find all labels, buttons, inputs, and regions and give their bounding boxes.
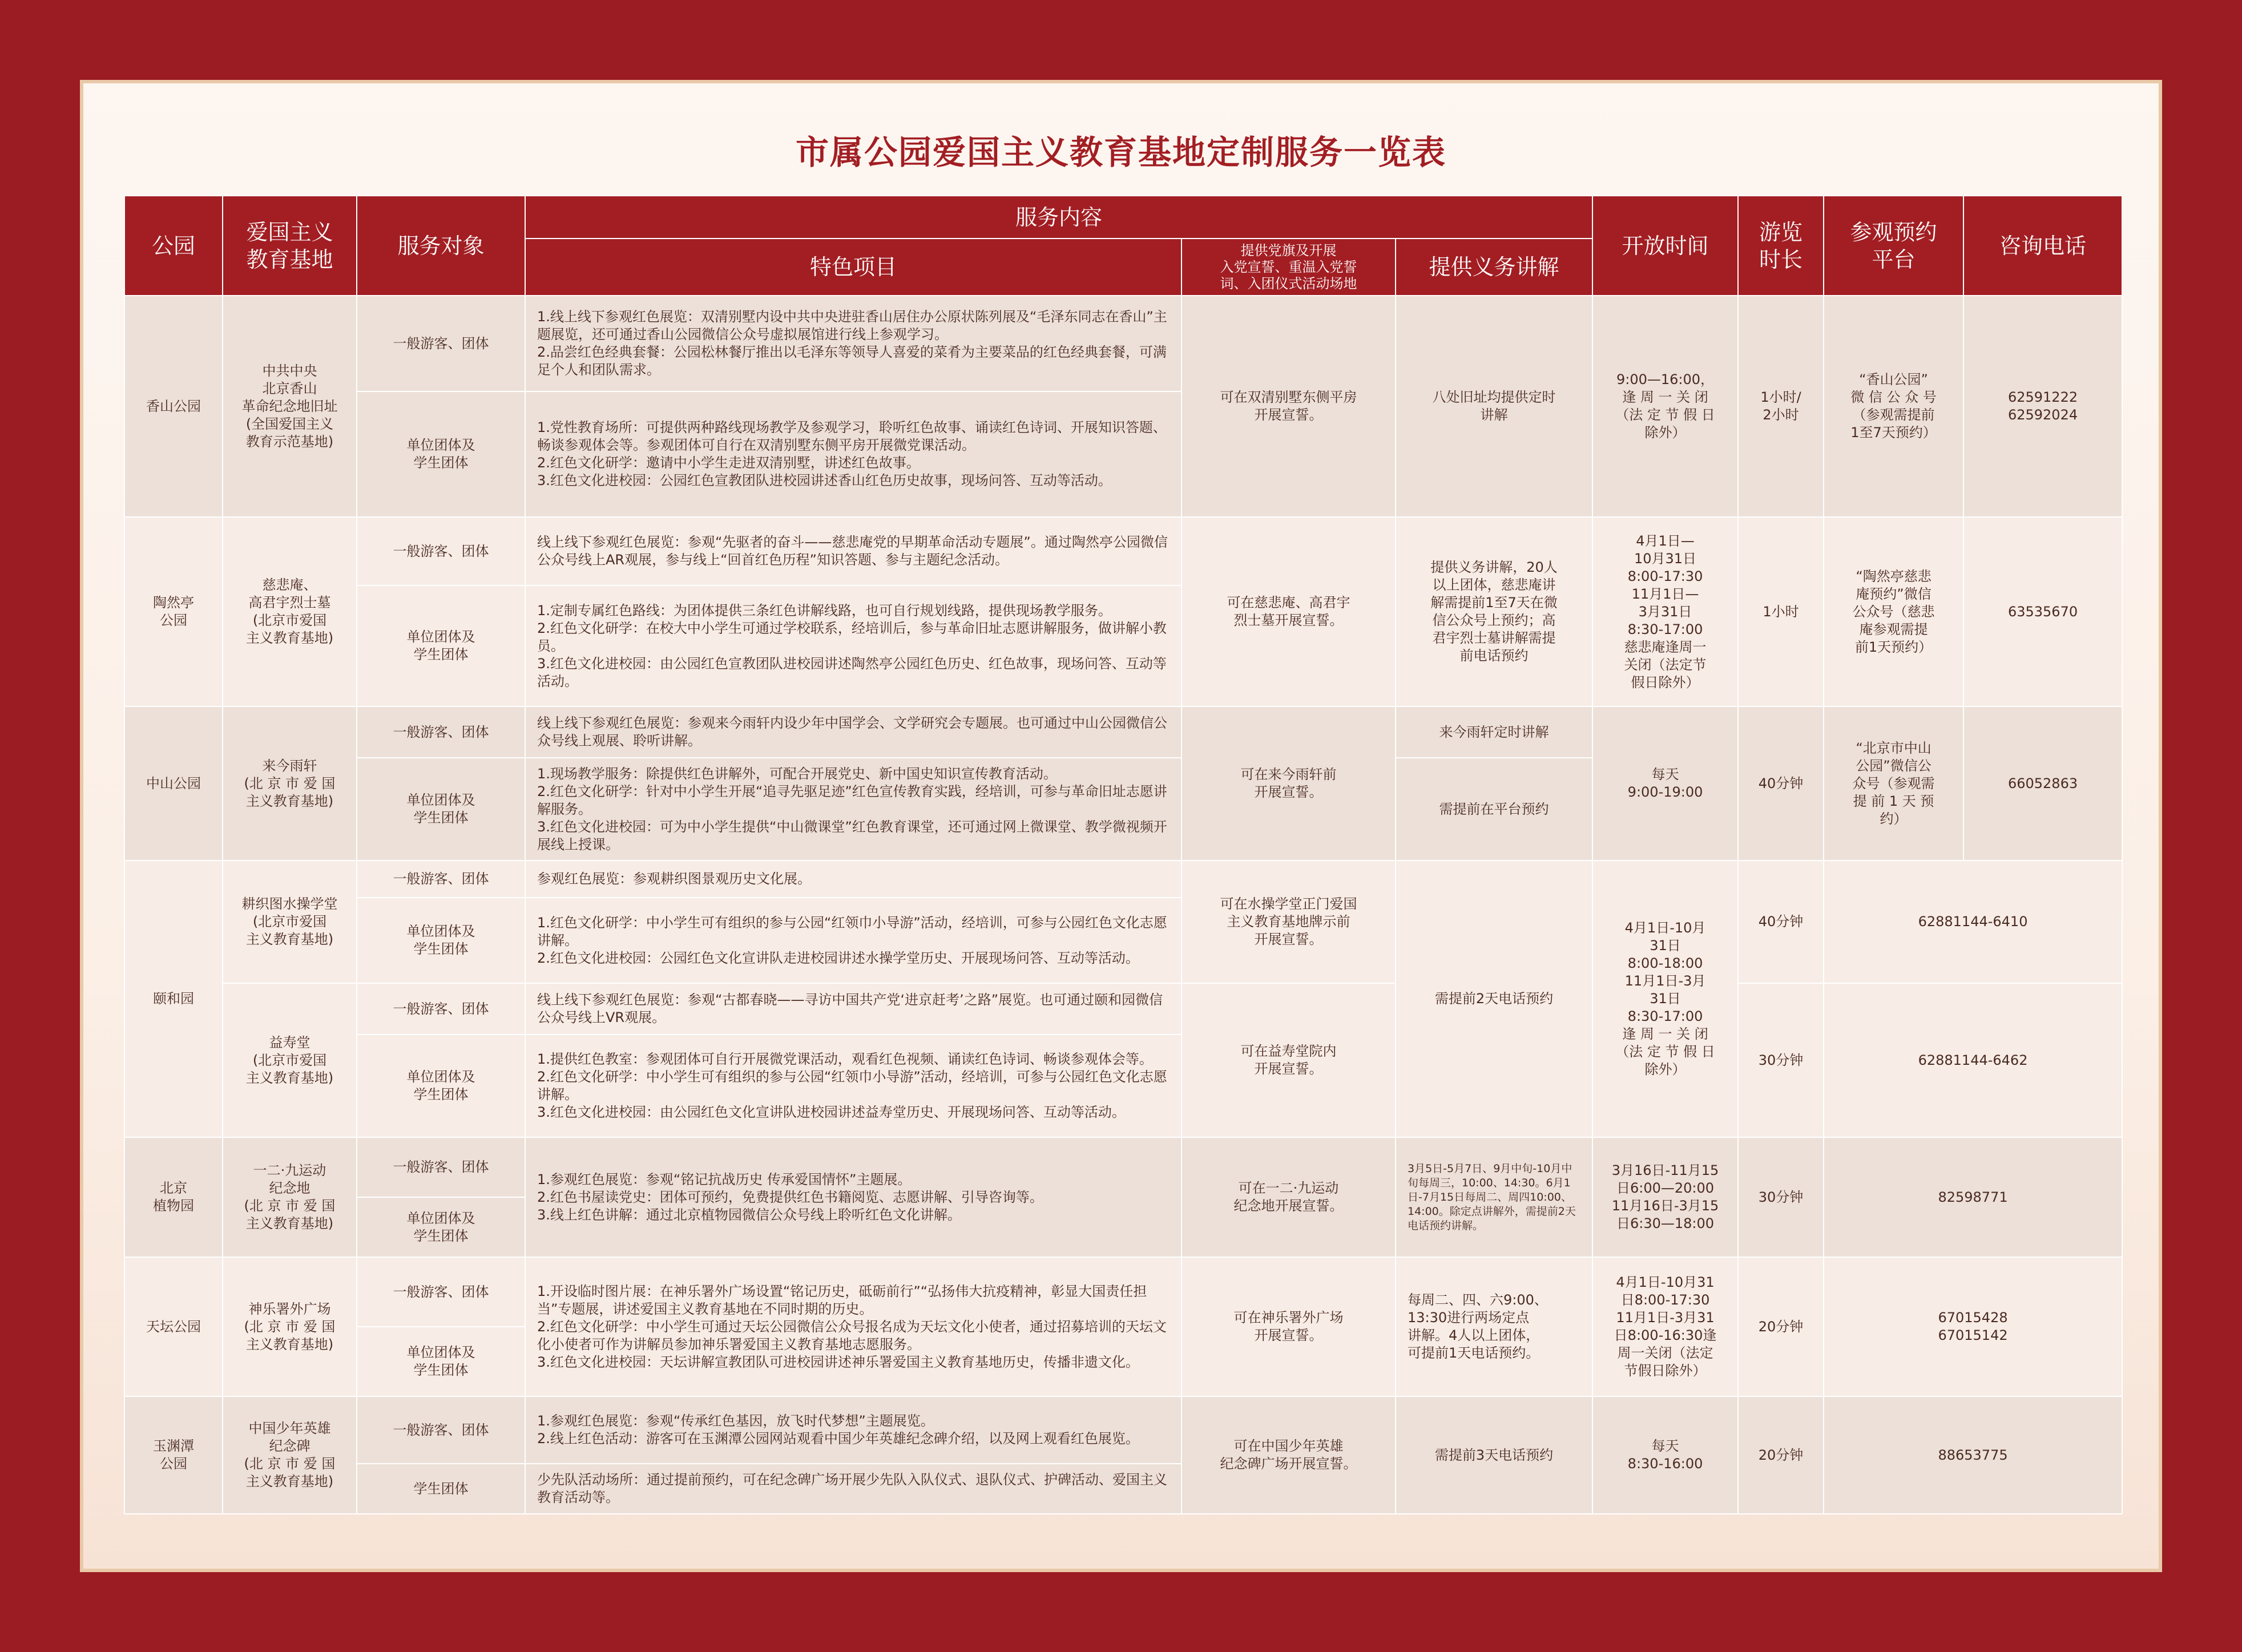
park-name: 北京 植物园 bbox=[124, 1137, 223, 1257]
feature-text: 1.定制专属红色路线：为团体提供三条红色讲解线路，也可自行规划线路，提供现场教学服务。 2.红色文化研学：在校大中小学生可通过学校联系，经培训后，参与革命旧址志愿讲解服务，做讲解小教员。 3.红色文化进校园：由公园红色宣教团队进校园讲述陶然亭公园红色历史、红色故事，现场问答、互动等活动。 bbox=[525, 585, 1182, 706]
duration-text: 30分钟 bbox=[1738, 983, 1824, 1137]
base-name: 神乐署外广场 (北 京 市 爱 国 主义教育基地) bbox=[223, 1257, 357, 1396]
guide-text: 3月5日-5月7日、9月中旬-10月中旬每周三，10:00、14:30。6月1日-7月15日每周二、周四10:00、14:00。除定点讲解外，需提前2天电话预约讲解。 bbox=[1396, 1137, 1592, 1257]
booking-text: “香山公园” 微 信 公 众 号 （参观需提前 1至7天预约） bbox=[1824, 296, 1963, 517]
park-name: 玉渊潭 公园 bbox=[124, 1396, 223, 1514]
audience-general: 一般游客、团体 bbox=[357, 861, 525, 898]
guide-text: 提供义务讲解，20人 以上团体，慈悲庵讲 解需提前1至7天在微 信公众号上预约；高 君宇烈士墓讲解需提 前电话预约 bbox=[1396, 517, 1592, 706]
feature-text: 1.提供红色教室：参观团体可自行开展微党课活动，观看红色视频、诵读红色诗词、畅谈参观体会等。 2.红色文化研学：中小学生可有组织的参与公园“红领巾小导游”活动，经培训，可参与公园红色文化志愿讲解。 3.红色文化进校园：由公园红色文化宣讲队进校园讲述益寿堂历史、开展现场问答、互动等活动。 bbox=[525, 1035, 1182, 1137]
guide-text: 每周二、四、六9:00、 13:30进行两场定点 讲解。4人以上团体， 可提前1天电话预约。 bbox=[1396, 1257, 1592, 1396]
phone-text: 82598771 bbox=[1824, 1137, 2122, 1257]
service-table bbox=[124, 195, 2123, 1514]
audience-general: 一般游客、团体 bbox=[357, 517, 525, 585]
duration-text: 1小时 bbox=[1738, 517, 1824, 706]
phone-text: 62881144-6462 bbox=[1824, 983, 2122, 1137]
header-features: 特色项目 bbox=[525, 239, 1182, 296]
venue-text: 可在中国少年英雄 纪念碑广场开展宣誓。 bbox=[1182, 1396, 1396, 1514]
feature-text: 线上线下参观红色展览：参观来今雨轩内设少年中国学会、文学研究会专题展。也可通过中山公园微信公众号线上观展、聆听讲解。 bbox=[525, 706, 1182, 758]
guide-text: 需提前3天电话预约 bbox=[1396, 1396, 1592, 1514]
phone-text: 62881144-6410 bbox=[1824, 861, 2122, 983]
phone-text: 88653775 bbox=[1824, 1396, 2122, 1514]
duration-text: 30分钟 bbox=[1738, 1137, 1824, 1257]
feature-text: 1.现场教学服务：除提供红色讲解外，可配合开展党史、新中国史知识宣传教育活动。 2.红色文化研学：针对中小学生开展“追寻先驱足迹”红色宣传教育实践，经培训，可参与革命旧址志愿讲解服务。 3.红色文化进校园：可为中小学生提供“中山微课堂”红色教育课堂，还可通过网上微课堂、教学微视频开展线上授课。 bbox=[525, 758, 1182, 861]
audience-group: 单位团体及 学生团体 bbox=[357, 898, 525, 983]
duration-text: 1小时/ 2小时 bbox=[1738, 296, 1824, 517]
duration-text: 40分钟 bbox=[1738, 861, 1824, 983]
venue-text: 可在一二·九运动 纪念地开展宣誓。 bbox=[1182, 1137, 1396, 1257]
base-name: 来今雨轩 (北 京 市 爱 国 主义教育基地) bbox=[223, 706, 357, 861]
feature-text: 1.线上线下参观红色展览：双清别墅内设中共中央进驻香山居住办公原状陈列展及“毛泽东同志在香山”主题展览，还可通过香山公园微信公众号虚拟展馆进行线上参观学习。 2.品尝红色经典套餐：公园松林餐厅推出以毛泽东等领导人喜爱的菜肴为主要菜品的红色经典套餐，可满足个人和团队需求。 bbox=[525, 296, 1182, 391]
hours-text: 3月16日-11月15 日6:00—20:00 11月16日-3月15 日6:30—18:00 bbox=[1592, 1137, 1738, 1257]
venue-text: 可在来今雨轩前 开展宣誓。 bbox=[1182, 706, 1396, 861]
feature-text: 1.参观红色展览：参观“传承红色基因，放飞时代梦想”主题展览。 2.线上红色活动：游客可在玉渊潭公园网站观看中国少年英雄纪念碑介绍，以及网上观看红色展览。 bbox=[525, 1396, 1182, 1464]
header-duration: 游览 时长 bbox=[1738, 196, 1824, 296]
feature-text: 少先队活动场所：通过提前预约，可在纪念碑广场开展少先队入队仪式、退队仪式、护碑活动、爱国主义教育活动等。 bbox=[525, 1464, 1182, 1514]
feature-text: 线上线下参观红色展览：参观“先驱者的奋斗——慈悲庵党的早期革命活动专题展”。通过陶然亭公园微信公众号线上AR观展，参与线上“回首红色历程”知识答题、参与主题纪念活动。 bbox=[525, 517, 1182, 585]
header-base: 爱国主义 教育基地 bbox=[223, 196, 357, 296]
base-name: 中共中央 北京香山 革命纪念地旧址 (全国爱国主义 教育示范基地) bbox=[223, 296, 357, 517]
feature-text: 1.党性教育场所：可提供两种路线现场教学及参观学习，聆听红色故事、诵读红色诗词、开展知识答题、畅谈参观体会等。参观团体可自行在双清别墅东侧平房开展微党课活动。 2.红色文化研学：邀请中小学生走进双清别墅，讲述红色故事。 3.红色文化进校园：公园红色宣教团队进校园讲述香山红色历史故事，现场问答、互动等活动。 bbox=[525, 391, 1182, 517]
base-name: 中国少年英雄 纪念碑 (北 京 市 爱 国 主义教育基地) bbox=[223, 1396, 357, 1514]
audience-general: 一般游客、团体 bbox=[357, 296, 525, 391]
park-name: 香山公园 bbox=[124, 296, 223, 517]
audience-group: 单位团体及 学生团体 bbox=[357, 585, 525, 706]
phone-text: 67015428 67015142 bbox=[1824, 1257, 2122, 1396]
venue-text: 可在慈悲庵、高君宇 烈士墓开展宣誓。 bbox=[1182, 517, 1396, 706]
header-audience: 服务对象 bbox=[357, 196, 525, 296]
feature-text: 参观红色展览：参观耕织图景观历史文化展。 bbox=[525, 861, 1182, 898]
duration-text: 20分钟 bbox=[1738, 1396, 1824, 1514]
booking-text: “陶然亭慈悲 庵预约”微信 公众号（慈悲 庵参观需提 前1天预约） bbox=[1824, 517, 1963, 706]
audience-general: 一般游客、团体 bbox=[357, 983, 525, 1035]
header-park: 公园 bbox=[124, 196, 223, 296]
park-name: 颐和园 bbox=[124, 861, 223, 1137]
hours-text: 4月1日— 10月31日 8:00-17:30 11月1日— 3月31日 8:30-17:00 慈悲庵逢周一 关闭（法定节 假日除外） bbox=[1592, 517, 1738, 706]
guide-text: 八处旧址均提供定时 讲解 bbox=[1396, 296, 1592, 517]
hours-text: 4月1日-10月31 日8:00-17:30 11月1日-3月31 日8:00-16:30逢 周一关闭（法定 节假日除外） bbox=[1592, 1257, 1738, 1396]
audience-general: 一般游客、团体 bbox=[357, 1257, 525, 1327]
header-phone: 咨询电话 bbox=[1963, 196, 2122, 296]
venue-text: 可在益寿堂院内 开展宣誓。 bbox=[1182, 983, 1396, 1137]
base-name: 一二·九运动 纪念地 (北 京 市 爱 国 主义教育基地) bbox=[223, 1137, 357, 1257]
audience-general: 一般游客、团体 bbox=[357, 1137, 525, 1197]
venue-text: 可在神乐署外广场 开展宣誓。 bbox=[1182, 1257, 1396, 1396]
hours-text: 每天 8:30-16:00 bbox=[1592, 1396, 1738, 1514]
base-name: 慈悲庵、 高君宇烈士墓 (北京市爱国 主义教育基地) bbox=[223, 517, 357, 706]
duration-text: 20分钟 bbox=[1738, 1257, 1824, 1396]
feature-text: 1.参观红色展览：参观“铭记抗战历史 传承爱国情怀”主题展。 2.红色书屋读党史：团体可预约，免费提供红色书籍阅览、志愿讲解、引导咨询等。 3.线上红色讲解：通过北京植物园微信公众号线上聆听红色文化讲解。 bbox=[525, 1137, 1182, 1257]
audience-group: 单位团体及 学生团体 bbox=[357, 1197, 525, 1257]
feature-text: 1.开设临时图片展：在神乐署外广场设置“铭记历史，砥砺前行”“弘扬伟大抗疫精神，彰显大国责任担当”专题展，讲述爱国主义教育基地在不同时期的历史。 2.红色文化研学：中小学生可通过天坛公园微信公众号报名成为天坛文化小使者，通过招募培训的天坛文化小使者可作为讲解员参加神乐署爱国主义教育基地志愿服务。 3.红色文化进校园：天坛讲解宣教团队可进校园讲述神乐署爱国主义教育基地历史，传播非遗文化。 bbox=[525, 1257, 1182, 1396]
park-name: 陶然亭 公园 bbox=[124, 517, 223, 706]
header-booking: 参观预约 平台 bbox=[1824, 196, 1963, 296]
phone-text: 62591222 62592024 bbox=[1963, 296, 2122, 517]
feature-text: 1.红色文化研学：中小学生可有组织的参与公园“红领巾小导游”活动，经培训，可参与公园红色文化志愿讲解。 2.红色文化进校园：公园红色文化宣讲队走进校园讲述水操学堂历史、开展现场问答、互动等活动。 bbox=[525, 898, 1182, 983]
audience-group: 单位团体及 学生团体 bbox=[357, 758, 525, 861]
booking-text: “北京市中山 公园”微信公 众号（参观需 提 前 1 天 预 约） bbox=[1824, 706, 1963, 861]
phone-text: 66052863 bbox=[1963, 706, 2122, 861]
hours-text: 4月1日-10月 31日 8:00-18:00 11月1日-3月 31日 8:30-17:00 逢 周 一 关 闭 （法 定 节 假 日 除外） bbox=[1592, 861, 1738, 1137]
audience-group: 单位团体及 学生团体 bbox=[357, 391, 525, 517]
header-venue: 提供党旗及开展 入党宣誓、重温入党誓 词、入团仪式活动场地 bbox=[1182, 239, 1396, 296]
header-service-content: 服务内容 bbox=[525, 196, 1592, 239]
base-name: 益寿堂 (北京市爱国 主义教育基地) bbox=[223, 983, 357, 1137]
phone-text: 63535670 bbox=[1963, 517, 2122, 706]
hours-text: 9:00—16:00， 逢 周 一 关 闭 （法 定 节 假 日 除外） bbox=[1592, 296, 1738, 517]
park-name: 天坛公园 bbox=[124, 1257, 223, 1396]
base-name: 耕织图水操学堂 (北京市爱国 主义教育基地) bbox=[223, 861, 357, 983]
guide-text: 来今雨轩定时讲解 bbox=[1396, 706, 1592, 758]
audience-general: 一般游客、团体 bbox=[357, 706, 525, 758]
venue-text: 可在水操学堂正门爱国 主义教育基地牌示前 开展宣誓。 bbox=[1182, 861, 1396, 983]
duration-text: 40分钟 bbox=[1738, 706, 1824, 861]
audience-group: 单位团体及 学生团体 bbox=[357, 1035, 525, 1137]
audience-student: 学生团体 bbox=[357, 1464, 525, 1514]
guide-text: 需提前2天电话预约 bbox=[1396, 861, 1592, 1137]
hours-text: 每天 9:00-19:00 bbox=[1592, 706, 1738, 861]
park-name: 中山公园 bbox=[124, 706, 223, 861]
feature-text: 线上线下参观红色展览：参观“古都春晓——寻访中国共产党‘进京赶考’之路”展览。也可通过颐和园微信公众号线上VR观展。 bbox=[525, 983, 1182, 1035]
header-guide: 提供义务讲解 bbox=[1396, 239, 1592, 296]
venue-text: 可在双清别墅东侧平房 开展宣誓。 bbox=[1182, 296, 1396, 517]
audience-group: 单位团体及 学生团体 bbox=[357, 1327, 525, 1396]
guide-text: 需提前在平台预约 bbox=[1396, 758, 1592, 861]
audience-general: 一般游客、团体 bbox=[357, 1396, 525, 1464]
header-hours: 开放时间 bbox=[1592, 196, 1738, 296]
page-title: 市属公园爱国主义教育基地定制服务一览表 bbox=[795, 133, 1446, 172]
